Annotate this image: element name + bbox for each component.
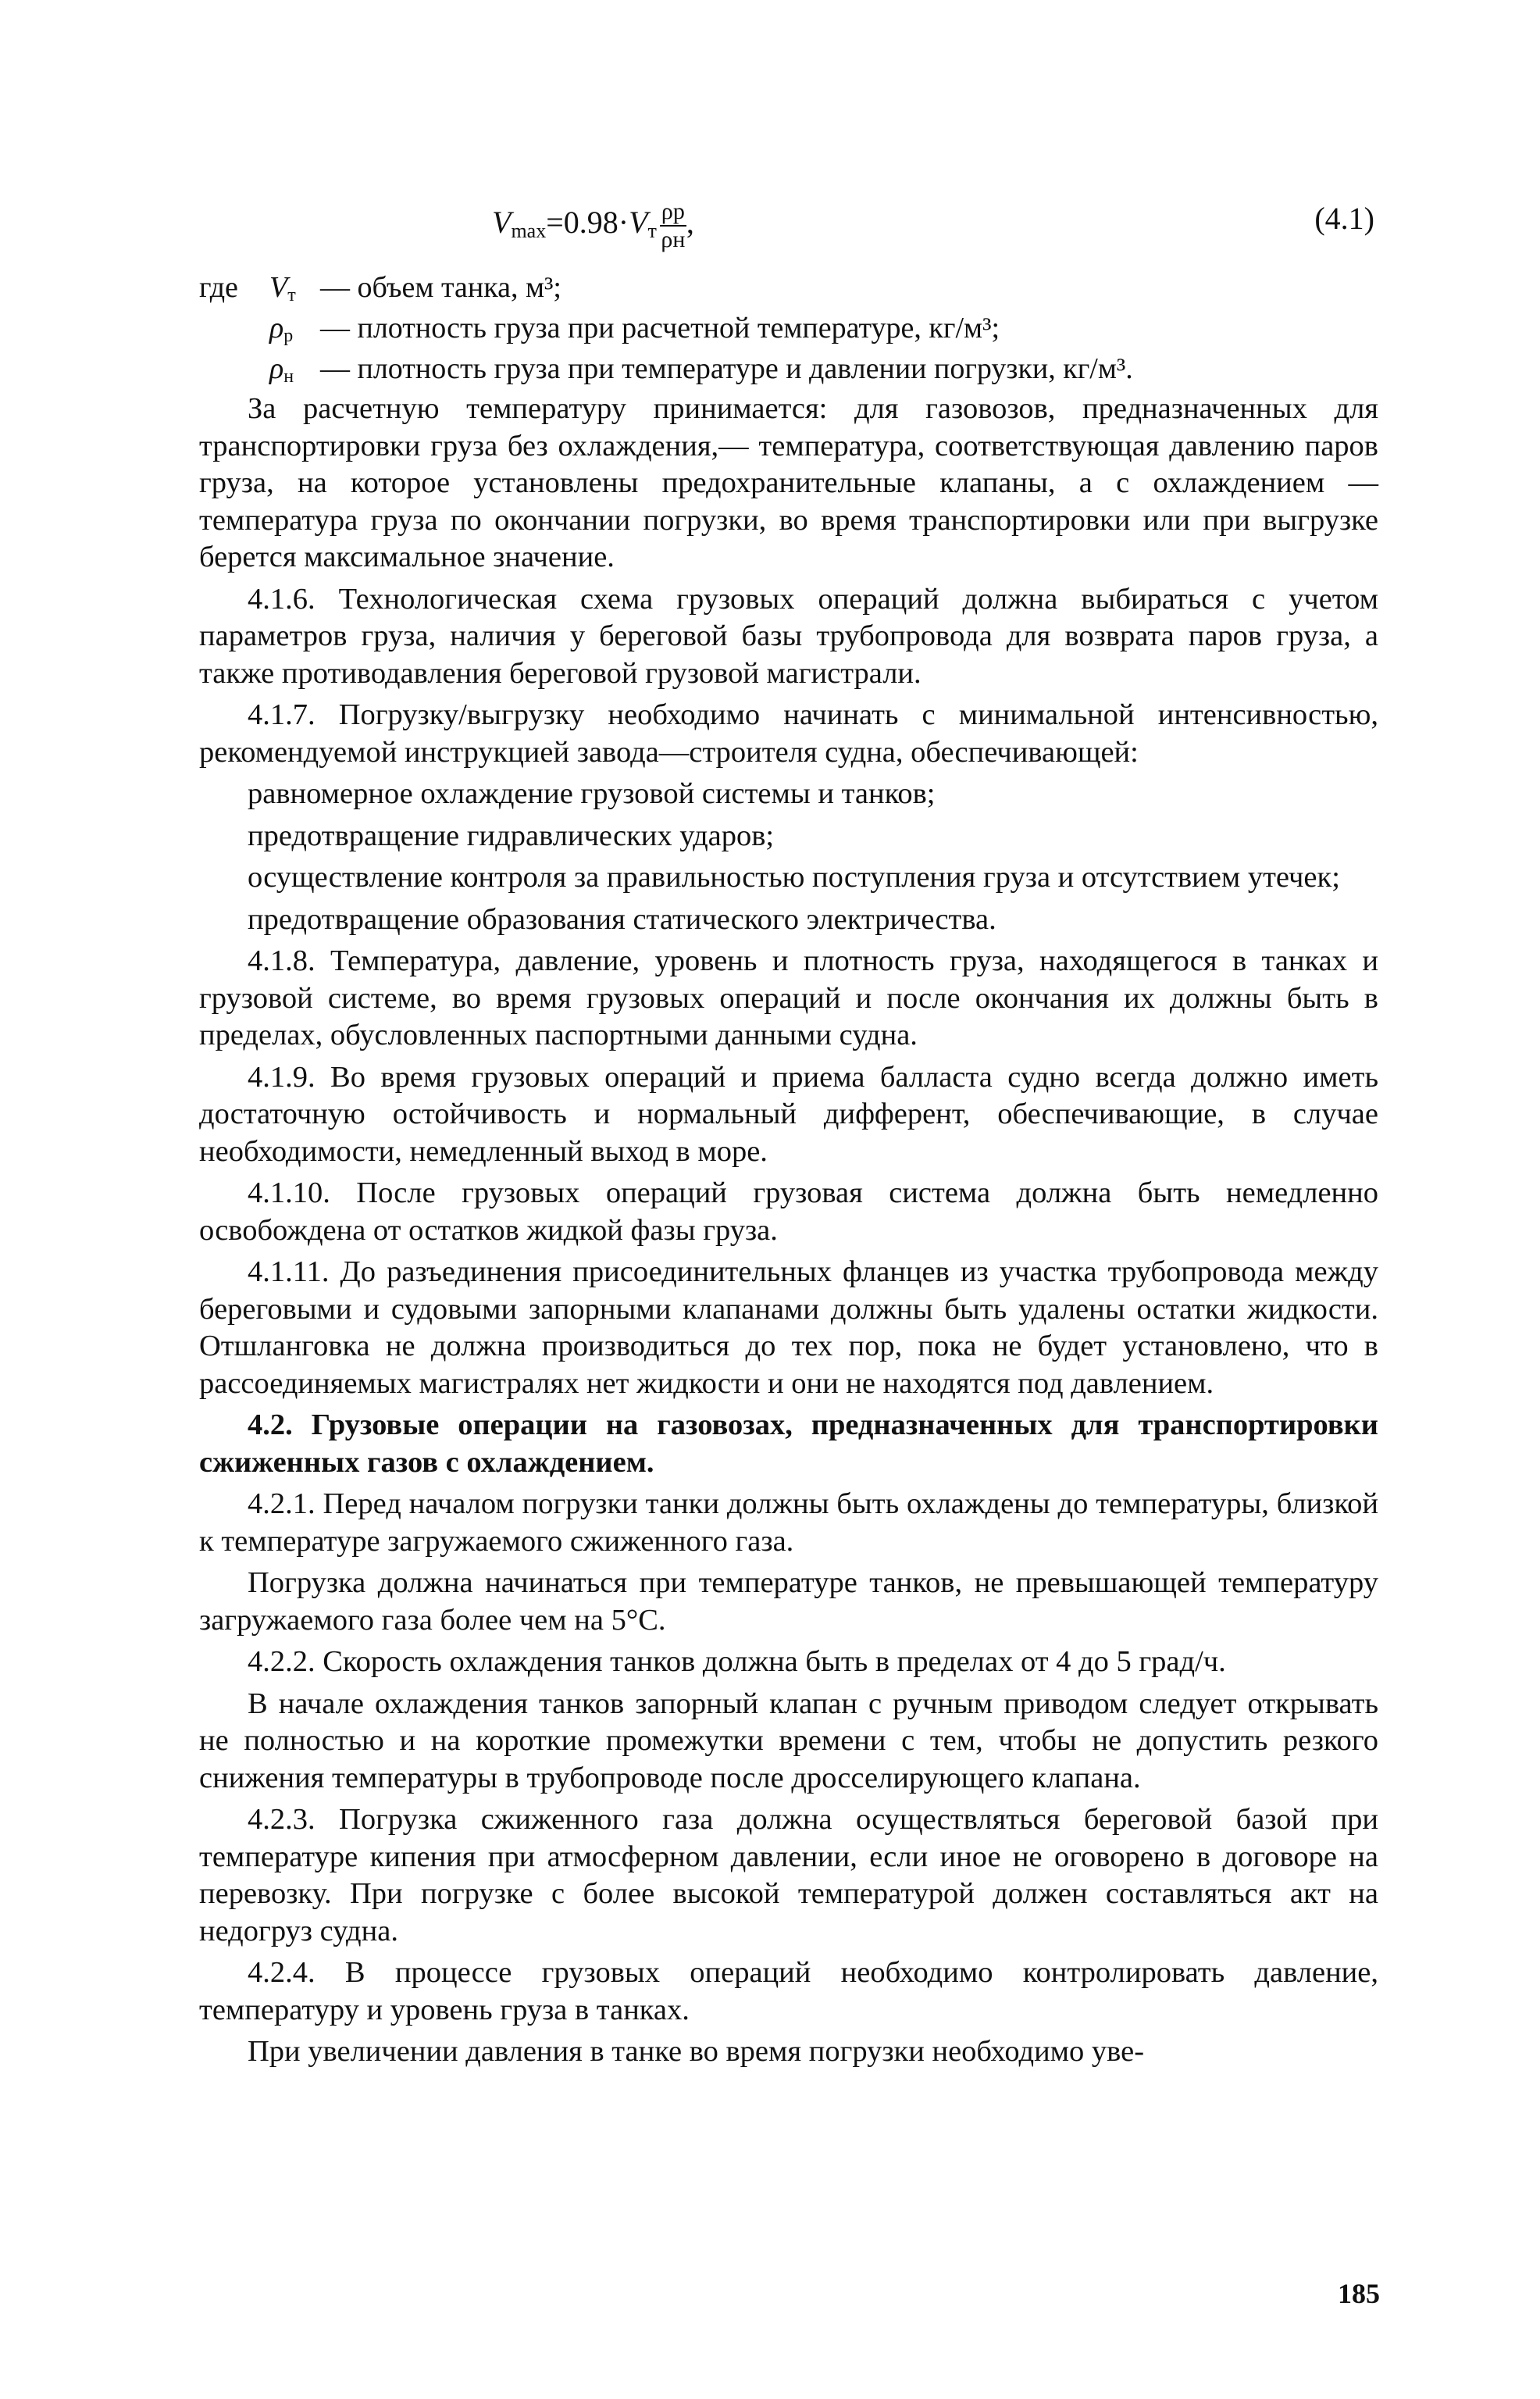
list-item: равномерное охлаждение грузовой системы и танков;	[248, 777, 936, 810]
paragraph-design-temperature: За расчетную температуру принимается: для газовозов, предназначенных для транспортировки груза без охлаждения,— температура, соответствующая давлению паров груза, на которое установлены предохранительные клапаны, а с охлаждением — температура груза по окончании погрузки, во время транспортировки или при выгрузке берется максимальное значение.	[199, 392, 1378, 573]
formula-numerator: ρp	[660, 200, 686, 227]
symbol-sub: т	[287, 285, 296, 305]
equation-number: (4.1)	[1314, 201, 1374, 236]
formula-mid: =0.98·	[546, 205, 629, 241]
paragraph-loading-temperature: Погрузка должна начинаться при температуре танков, не превышающей температуру загружаемого газа более чем на 5°С.	[199, 1566, 1378, 1637]
list-item: предотвращение гидравлических ударов;	[248, 819, 775, 852]
formula-fraction	[660, 200, 686, 252]
definition-row	[199, 348, 1378, 389]
paragraph-4-2-1: 4.2.1. Перед началом погрузки танки должны быть охлаждены до температуры, близкой к температуре загружаемого сжиженного газа.	[199, 1487, 1378, 1558]
definition-text: — плотность груза при температуре и давлении погрузки, кг/м³.	[320, 352, 1133, 385]
page-number: 185	[1338, 2278, 1380, 2309]
definition-symbol	[269, 348, 294, 397]
paragraph-cooling-valve: В начале охлаждения танков запорный клапан с ручным приводом следует открывать не полностью и на короткие промежутки времени с тем, чтобы не допустить резкого снижения температуры в трубопроводе после дросселирующего клапана.	[199, 1687, 1378, 1794]
paragraph-4-1-9: 4.1.9. Во время грузовых операций и приема балласта судно всегда должно иметь достаточную остойчивость и нормальный дифферент, обеспечивающие, в случае необходимости, немедленный выход в море.	[199, 1060, 1378, 1168]
definition-row	[199, 308, 1378, 348]
paragraph-4-1-7: 4.1.7. Погрузку/выгрузку необходимо начинать с минимальной интенсивностью, рекомендуемой инструкцией завода—строителя судна, обеспечивающей:	[199, 698, 1378, 769]
formula-vt: V	[629, 205, 648, 241]
symbol-sub: н	[283, 366, 294, 387]
list-item: осуществление контроля за правильностью поступления груза и отсутствием утечек;	[248, 861, 1340, 894]
symbol-main: ρ	[269, 312, 284, 344]
formula-tail: ,	[686, 205, 694, 241]
formula-max-sub: max	[511, 220, 547, 243]
paragraph-4-2-4: 4.2.4. В процессе грузовых операций необходимо контролировать давление, температуру и уровень груза в танках.	[199, 1956, 1378, 2026]
paragraph-4-1-8: 4.1.8. Температура, давление, уровень и плотность груза, находящегося в танках и грузовой системе, во время грузовых операций и после окончания их должны быть в пределах, обусловленных паспортными данными судна.	[199, 944, 1378, 1051]
formula-v: V	[492, 205, 512, 241]
paragraph-4-1-6: 4.1.6. Технологическая схема грузовых операций должна выбираться с учетом параметров груза, наличия у береговой базы трубопровода для возврата паров груза, а также противодавления береговой грузовой магистрали.	[199, 582, 1378, 690]
paragraph-4-2-3: 4.2.3. Погрузка сжиженного газа должна осуществляться береговой базой при температуре кипения при атмосферном давлении, если иное не оговорено в договоре на перевозку. При погрузке с более высокой температурой должен составляться акт на недогруз судна.	[199, 1803, 1378, 1947]
symbol-sub: p	[283, 326, 294, 346]
definitions-list	[199, 267, 1378, 389]
body-text	[199, 391, 1378, 2076]
paragraph-pressure-increase: При увеличении давления в танке во время погрузки необходимо уве-	[248, 2035, 1145, 2068]
formula-4-1	[492, 195, 1374, 273]
section-heading-4-2: 4.2. Грузовые операции на газовозах, предназначенных для транспортировки сжиженных газов с охлаждением.	[199, 1408, 1378, 1479]
formula-denominator: ρн	[661, 227, 686, 252]
paragraph-4-1-10: 4.1.10. После грузовых операций грузовая система должна быть немедленно освобождена от остатков жидкой фазы груза.	[199, 1176, 1378, 1247]
paragraph-4-1-11: 4.1.11. До разъединения присоединительных фланцев из участка трубопровода между береговыми и судовыми запорными клапанами должны быть удалены остатки жидкости. Отшланговка не должна производиться до тех пор, пока не будет установлено, что в рассоединяемых магистралях нет жидкости и они не находятся под давлением.	[199, 1255, 1378, 1400]
symbol-main: V	[269, 271, 288, 304]
paragraph-4-2-2: 4.2.2. Скорость охлаждения танков должна быть в пределах от 4 до 5 град/ч.	[248, 1645, 1226, 1678]
definition-prefix: где	[199, 271, 238, 304]
formula-expression	[492, 200, 694, 252]
symbol-main: ρ	[269, 352, 284, 385]
list-item: предотвращение образования статического электричества.	[248, 902, 996, 936]
definition-text: — объем танка, м³;	[320, 271, 561, 304]
definition-text: — плотность груза при расчетной температуре, кг/м³;	[320, 312, 1000, 344]
definition-row	[199, 267, 1378, 308]
formula-t-sub: т	[647, 220, 657, 243]
